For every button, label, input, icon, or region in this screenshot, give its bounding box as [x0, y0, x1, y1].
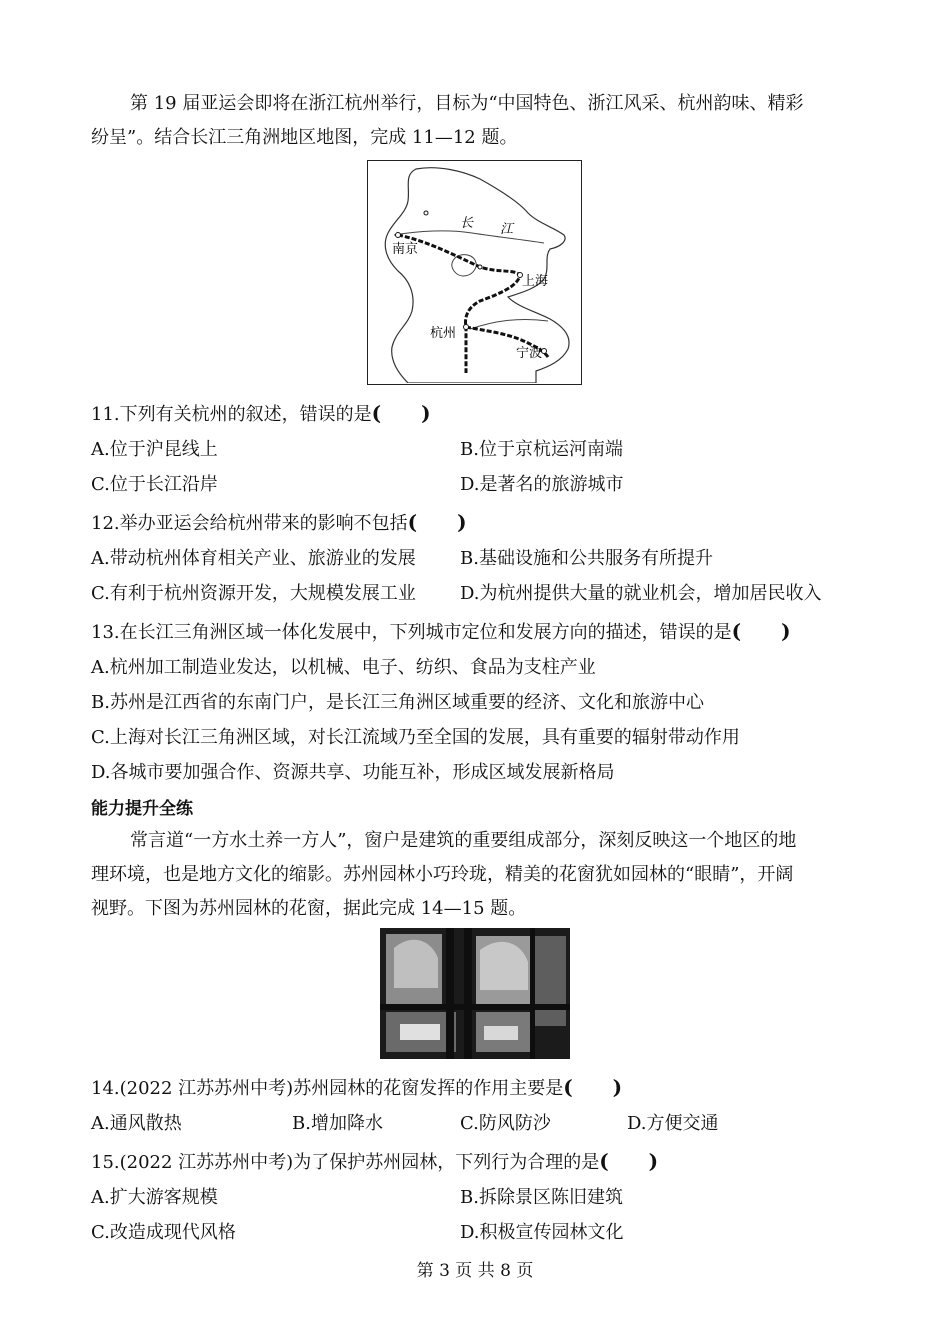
q12-option-a[interactable]: A.带动杭州体育相关产业、旅游业的发展	[91, 548, 416, 569]
map-label-ningbo: 宁波	[516, 346, 543, 361]
q15-option-a[interactable]: A.扩大游客规模	[91, 1187, 218, 1208]
q15-option-c[interactable]: C.改造成现代风格	[91, 1222, 236, 1243]
map-label-shanghai: 上海	[522, 274, 549, 289]
map-label-jiang: 江	[500, 222, 514, 237]
city-dot-nanjing	[396, 233, 401, 238]
q13-option-a[interactable]: A.杭州加工制造业发达，以机械、电子、纺织、食品为支柱产业	[91, 657, 596, 678]
question-11-stem	[91, 401, 431, 427]
q15-option-d[interactable]: D.积极宣传园林文化	[460, 1222, 624, 1243]
lake-taihu	[452, 255, 476, 276]
yangtze-delta-map	[367, 160, 582, 385]
page-number: 第 3 页 共 8 页	[416, 1261, 534, 1281]
q15-option-b[interactable]: B.拆除景区陈旧建筑	[460, 1187, 623, 1208]
section-title: 能力提升全练	[91, 799, 193, 819]
map-label-nanjing: 南京	[392, 242, 419, 257]
passage-line-1: 常言道“一方水土养一方人”，窗户是建筑的重要组成部分，深刻反映这一个地区的地	[130, 830, 797, 851]
passage-line-3: 视野。下图为苏州园林的花窗，据此完成 14—15 题。	[91, 898, 527, 919]
q13-option-c[interactable]: C.上海对长江三角洲区域，对长江流域乃至全国的发展，具有重要的辐射带动作用	[91, 727, 740, 748]
q11-option-a[interactable]: A.位于沪昆线上	[91, 439, 218, 460]
window-photo-graphic	[380, 928, 570, 1059]
intro-line-2: 纷呈”。结合长江三角洲地区地图，完成 11—12 题。	[91, 127, 518, 148]
hangzhou-bay	[470, 319, 548, 329]
city-dot-minor	[424, 211, 428, 215]
q13-option-d[interactable]: D.各城市要加强合作、资源共享、功能互补，形成区域发展新格局	[91, 762, 615, 783]
question-13-stem	[91, 619, 791, 645]
city-dot-ningbo	[542, 349, 547, 354]
q11-option-b[interactable]: B.位于京杭运河南端	[460, 439, 623, 460]
question-12-stem	[91, 510, 467, 536]
question-15-stem	[91, 1149, 658, 1175]
answer-blank[interactable]: ( )	[371, 401, 431, 425]
answer-blank[interactable]: ( )	[731, 619, 791, 643]
question-stem-text: 12.举办亚运会给杭州带来的影响不包括	[91, 513, 408, 534]
suzhou-garden-window-photo	[380, 928, 570, 1059]
q14-option-c[interactable]: C.防风防沙	[460, 1113, 551, 1134]
answer-blank[interactable]: ( )	[563, 1075, 623, 1099]
q14-option-a[interactable]: A.通风散热	[91, 1113, 182, 1134]
q11-option-c[interactable]: C.位于长江沿岸	[91, 474, 218, 495]
q13-option-b[interactable]: B.苏州是江西省的东南门户，是长江三角洲区域重要的经济、文化和旅游中心	[91, 692, 704, 713]
map-graphic	[368, 161, 580, 383]
q12-option-b[interactable]: B.基础设施和公共服务有所提升	[460, 548, 713, 569]
q12-option-c[interactable]: C.有利于杭州资源开发，大规模发展工业	[91, 583, 416, 604]
q14-option-d[interactable]: D.方便交通	[627, 1113, 719, 1134]
q12-option-d[interactable]: D.为杭州提供大量的就业机会，增加居民收入	[460, 583, 822, 604]
q11-option-d[interactable]: D.是著名的旅游城市	[460, 474, 624, 495]
city-dot-hangzhou	[464, 325, 469, 330]
answer-blank[interactable]: ( )	[407, 510, 467, 534]
question-stem-text: 15.(2022 江苏苏州中考)为了保护苏州园林，下列行为合理的是	[91, 1152, 600, 1173]
passage-line-2: 理环境，也是地方文化的缩影。苏州园林小巧玲珑，精美的花窗犹如园林的“眼睛”，开阔	[91, 864, 794, 885]
answer-blank[interactable]: ( )	[599, 1149, 659, 1173]
question-stem-text: 13.在长江三角洲区域一体化发展中，下列城市定位和发展方向的描述，错误的是	[91, 622, 732, 643]
map-label-hangzhou: 杭州	[430, 326, 457, 341]
city-dot-minor	[478, 265, 482, 269]
q14-option-b[interactable]: B.增加降水	[292, 1113, 383, 1134]
question-14-stem	[91, 1075, 622, 1101]
question-stem-text: 14.(2022 江苏苏州中考)苏州园林的花窗发挥的作用主要是	[91, 1078, 564, 1099]
intro-line-1: 第 19 届亚运会即将在浙江杭州举行，目标为“中国特色、浙江风采、杭州韵味、精彩	[130, 93, 804, 114]
map-label-chang: 长	[460, 216, 474, 231]
question-stem-text: 11.下列有关杭州的叙述，错误的是	[91, 404, 372, 425]
